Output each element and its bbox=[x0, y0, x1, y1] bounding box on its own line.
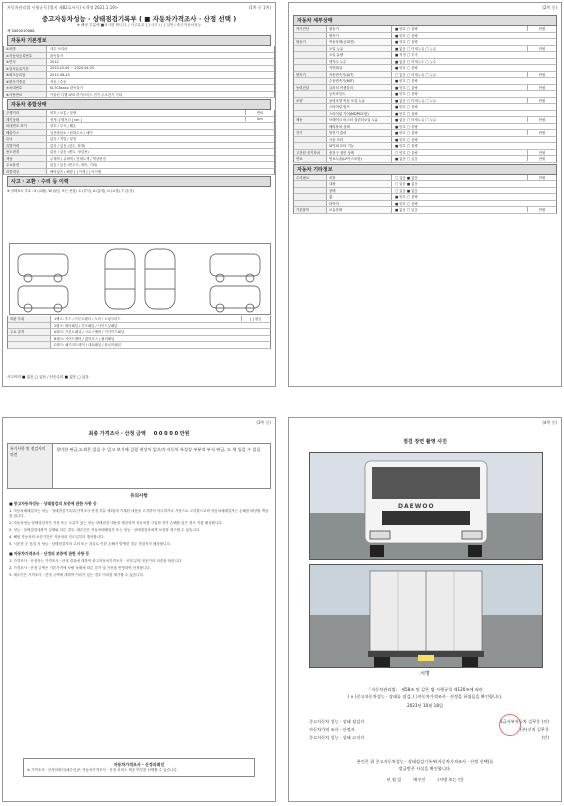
detail-row-item: 시동 모터 bbox=[327, 137, 392, 143]
repair-row bbox=[7, 342, 271, 349]
detail-row-group bbox=[294, 33, 327, 39]
buyer-label: 매수인 bbox=[413, 777, 426, 782]
etc-row-group: 수리필요 bbox=[294, 175, 327, 181]
notice-paragraph: 1. 가격조사 · 산정자는 가격조사 · 산정 결과에 대하여 중고자동차가격조사 · 산정 분야 전문가의 의견을 따릅니다. bbox=[9, 559, 183, 563]
detail-row-item: 오일 유량 bbox=[327, 52, 392, 58]
repair-row-mark: [ ] 판금 bbox=[241, 316, 270, 321]
detail-row-value: ■ 양호 □ 불량 bbox=[395, 66, 418, 71]
etc-row-item: 보유상태 bbox=[327, 207, 392, 213]
status-row-value: 없음 / 있음 (썬루프, 네비, 기타) bbox=[50, 163, 98, 168]
detail-row-value: ■ 양호 □ 불량 bbox=[395, 105, 418, 110]
detail-row-group: 조향 bbox=[294, 98, 327, 104]
etc-row-item: 광택 bbox=[327, 188, 392, 194]
report-page-4 bbox=[289, 418, 561, 801]
section-detail-status: 자동차 세부상태 bbox=[293, 15, 557, 26]
truck-brand-label: DAEWOO bbox=[398, 503, 435, 510]
status-row-mark: km bbox=[245, 117, 274, 121]
repair-row-value: C랭크: 패키지트레이 / 대쉬패널 / 플로어패널 bbox=[54, 343, 121, 348]
repair-row-value: 2랭크: 쿼터패널 / 루프패널 / 사이드실패널 bbox=[54, 323, 118, 328]
etc-row-group bbox=[294, 194, 327, 200]
detail-row-group: 동력전달 bbox=[294, 85, 327, 91]
section-accident-history: 사고 · 교환 · 수리 등 이력 bbox=[7, 176, 271, 187]
detail-row-value: ■ 없음 □ 미세누유 □ 누유 bbox=[395, 98, 437, 103]
notifier-name: (인) bbox=[541, 735, 549, 740]
etc-row-item: 타이어 bbox=[327, 201, 392, 207]
signature-label: 자동차가격조사 · 산정의뢰인 bbox=[113, 762, 165, 767]
doc-number: 제 0400010068 bbox=[7, 29, 35, 33]
status-row-label: 주행거리 bbox=[4, 110, 47, 116]
detail-row-item: 작동상태(공회전) bbox=[327, 39, 392, 45]
page-number: (4쪽 중) bbox=[542, 420, 557, 425]
detail-row-value: ■ 없음 □ 미세누유 □ 누유 bbox=[395, 46, 437, 51]
detail-row-value: ■ 양호 □ 불량 bbox=[395, 131, 418, 136]
status-row-label: 주요옵션 bbox=[4, 162, 47, 168]
pricer-label: 자동차가격 조사 · 산정자 bbox=[309, 727, 355, 732]
detail-row-price: 만원 bbox=[527, 46, 556, 51]
status-row-value: 없음 / 있음 (침수, 화재) bbox=[50, 143, 86, 148]
detail-row-item: 연료누출(LP가스포함) bbox=[327, 156, 392, 162]
notice-section-1: ■ 중고자동차성능 · 상태점검의 보증에 관한 사항 등 bbox=[9, 501, 97, 506]
detail-row-group bbox=[294, 137, 327, 143]
page-number: (2쪽 중) bbox=[542, 5, 557, 10]
detail-row-item: 수동변속기(M/T) bbox=[327, 78, 392, 84]
detail-row-value: ■ 적정 □ 부족 bbox=[395, 53, 418, 58]
basic-info-row-label: ③연식 bbox=[4, 59, 47, 65]
detail-row-price: 만원 bbox=[527, 130, 556, 135]
notice-paragraph: 1. 자동차매매업자는 성능 · 상태점검기록부(가격조사·산정 부분 제외)에 기재된 내용을 고지하지 아니하거나 거짓으로 고지함으로써 자동차매매업자는 손해를 배상할 책임을 집니다. bbox=[9, 509, 269, 518]
detail-row-item: 클러치 어셈블리 bbox=[327, 85, 392, 91]
basic-info-row-value: 판독불가 bbox=[50, 53, 64, 58]
status-row-mark: 연료 bbox=[245, 110, 274, 115]
checker-label: 중고자동차 성능 · 상태 점검자 bbox=[309, 719, 365, 724]
repair-row-label: 주요 골격 bbox=[8, 329, 51, 335]
status-row-label: 계기상태 bbox=[4, 117, 47, 123]
basic-info-row-value: 2023.10.04 ~ 2024.04.03 bbox=[50, 66, 94, 71]
repair-row-label bbox=[8, 323, 51, 329]
signature-note: ※ 가격조사 · 산정의뢰인(매수인)은 자동차가격조사 · 산정 서비스 제공 여부를 선택할 수 있습니다. bbox=[27, 768, 178, 772]
detail-row-value: □ 없음 □ 미세누유 □ 누유 bbox=[395, 72, 437, 77]
repair-row-value: A랭크: 프론트패널 / 크로스멤버 / 인사이드패널 bbox=[54, 330, 125, 335]
notice-paragraph: 2. 가격조사 · 산정 금액은 기본가격에 차량 상태에 따른 감가 및 가산을 반영하여 산정합니다. bbox=[9, 566, 151, 570]
report-page-3 bbox=[3, 418, 275, 801]
pricer-name: (주)신직 길무웅 bbox=[520, 727, 549, 732]
detail-row-item: 자동변속기(A/T) bbox=[327, 72, 392, 78]
status-row-value: 해당없음 / 해당 [ ] 이행 [ ] 미이행 bbox=[50, 169, 102, 174]
etc-row-price: 만원 bbox=[527, 175, 556, 180]
detail-row-price: 만원 bbox=[527, 72, 556, 77]
detail-row-value: ■ 양호 □ 불량 bbox=[395, 40, 418, 45]
detail-row-item: 배력장치 상태 bbox=[327, 124, 392, 130]
official-seal-icon bbox=[499, 714, 521, 736]
page-title: 중고자동차성능 · 상태점검기록부 ( ■ 자동차가격조사 · 산정 선택 ) bbox=[41, 15, 237, 23]
repair-row-label bbox=[8, 336, 51, 342]
etc-row bbox=[293, 207, 557, 214]
detail-row-group: 전기 bbox=[294, 130, 327, 136]
report-page-1 bbox=[3, 3, 275, 386]
detail-row-group: 원동기 bbox=[294, 39, 327, 45]
accident-note: ※ 상태표시 부호 : X (교환), W (판금 또는 용접), C (부식), A (흠집), U (요철), T (손상) bbox=[7, 189, 134, 193]
detail-row-value: ■ 양호 □ 불량 bbox=[395, 124, 418, 129]
basic-info-row-value: 2012-08-23 bbox=[50, 72, 70, 77]
detail-row-item: 등속조인트 bbox=[327, 91, 392, 97]
vehicle-diagram bbox=[9, 243, 271, 315]
detail-row-item: 발전기 출력 bbox=[327, 130, 392, 136]
detail-row-item: 브레이크 마스터 실린더오일 누유 bbox=[327, 117, 392, 123]
statement-date: 2023년 10월 18일 bbox=[406, 703, 444, 708]
etc-row-value: ■ 양호 □ 불량 bbox=[395, 195, 418, 200]
detail-row-price: 만원 bbox=[527, 85, 556, 90]
status-row-value: 무채색 / 유채색 / 전체도색 / 색상변경 bbox=[50, 156, 106, 161]
detail-row-value: ■ 양호 □ 불량 bbox=[395, 144, 418, 149]
basic-info-row-value: 가솔린 디젤 LPG 하이브리드 전기 수소전기 기타 bbox=[50, 92, 122, 97]
notice-title: 유의사항 bbox=[130, 494, 148, 499]
basic-info-row-label: ⑤최초등록일 bbox=[4, 72, 47, 78]
etc-row-group bbox=[294, 201, 327, 207]
status-row-value: 현재 주행거리 [ km ] bbox=[50, 117, 82, 122]
section-overall-status: 자동차 종합상태 bbox=[7, 99, 271, 110]
photo-title: 점검 장면 촬영 사진 bbox=[403, 439, 447, 445]
notice-paragraph: 3. 매수인은 가격조사 · 산정 금액에 대하여 이의가 있는 경우 이의를 제기할 수 있습니다. bbox=[9, 573, 144, 577]
status-row-value: 없음 / 적법 / 불법 bbox=[50, 137, 77, 142]
detail-row-item: 동력조향 작동 오일 누유 bbox=[327, 98, 392, 104]
detail-row-group bbox=[294, 65, 327, 71]
basic-info-row-value: 자동 / 수동 bbox=[50, 79, 67, 84]
detail-row-value: □ 양호 □ 불량 bbox=[395, 150, 418, 155]
etc-row-item: 휠 bbox=[327, 194, 392, 200]
car-outline-icon bbox=[10, 244, 270, 314]
detail-row-value: ■ 양호 □ 불량 bbox=[395, 79, 418, 84]
detail-row-value: ■ 양호 □ 불량 bbox=[395, 137, 418, 142]
detail-row-group bbox=[294, 111, 327, 117]
detail-row-item: 스티어링 펌프 bbox=[327, 104, 392, 110]
photo-sign-label: 서명 bbox=[420, 671, 430, 677]
page-number: (3쪽 중) bbox=[256, 420, 271, 425]
detail-row-item: 오일 누유 bbox=[327, 46, 392, 52]
detail-row-group: 변속기 bbox=[294, 72, 327, 78]
status-row-label: 배출가스 bbox=[4, 130, 47, 136]
final-price-title: 최종 가격조사 · 산정 금액 bbox=[88, 431, 146, 437]
detail-row-value: ■ 없음 □ 있음 bbox=[395, 157, 418, 162]
etc-row-value: □ 있음 ■ 없음 bbox=[395, 182, 418, 187]
basic-info-row-value: 대우 프리마 bbox=[50, 47, 68, 52]
receipt-line-2: 발급받은 사실을 확인합니다. bbox=[398, 766, 452, 771]
detail-row bbox=[293, 156, 557, 163]
detail-row-value: ■ 양호 □ 불량 bbox=[395, 92, 418, 97]
basic-info-row-label: ④검사유효기간 bbox=[4, 66, 47, 72]
basic-info-row-value: 2012 bbox=[50, 59, 59, 64]
basic-info-row-label: ⑧사용연료 bbox=[4, 92, 47, 98]
detail-row-group bbox=[294, 91, 327, 97]
page-subtitle: ※ 해당 부분에 ■표시를 합니다. / 사고유무 [ ] 사고 / [ ] 일반 / 중고자동차성능 bbox=[76, 23, 202, 27]
notice-paragraph: 5. 시운전 등 점검 시 성능 · 상태점검자의 고의 또는 과실로 인한 손해가 발생한 경우 점검자가 배상합니다. bbox=[9, 542, 171, 546]
etc-row-value: ■ 양호 □ 불량 bbox=[395, 201, 418, 206]
detail-row-item: 냉각수 누수 bbox=[327, 59, 392, 65]
notice-paragraph: 3. 성능 · 상태점검내용이 실제와 다른 경우, 매수인은 자동차매매업자 또는 성능 · 상태점검자에게 보상을 청구할 수 있습니다. bbox=[9, 528, 201, 532]
receipt-line-1: 본인은 위 중고자동차성능 · 상태점검기록부(자동차가격조사 · 산정 선택)를 bbox=[356, 759, 494, 764]
etc-row-value: □ 있음 ■ 없음 bbox=[395, 188, 418, 193]
status-row-label: 색상 bbox=[4, 156, 47, 162]
status-row-label: 용도변경 bbox=[4, 149, 47, 155]
detail-row-item: 원동기 bbox=[327, 26, 392, 32]
form-header-left: 자동차관리법 시행규칙 [별지 제82호서식] <개정 2021.1.19> bbox=[7, 5, 119, 10]
detail-row-value: ■ 양호 □ 불량 bbox=[395, 111, 418, 116]
detail-row-group bbox=[294, 124, 327, 130]
status-row-label: 특별이력 bbox=[4, 143, 47, 149]
detail-row-value: ■ 양호 □ 불량 bbox=[395, 27, 418, 32]
detail-row-value: ■ 없음 □ 미세누수 □ 누수 bbox=[395, 59, 437, 64]
status-row-label: 차대번호 표기 bbox=[4, 123, 47, 129]
special-notes-value: 경미한 판금,도색은 있을 수 있고 보기에 걸림 현상이 있으며 자동차 특성상 부분적 부식 판금, 도 색 있을 수 있음 bbox=[56, 447, 261, 452]
etc-row-item: 내장 bbox=[327, 181, 392, 187]
detail-row-item: 변속기 bbox=[327, 33, 392, 39]
detail-row-group: 자기진단 bbox=[294, 26, 327, 32]
notifier-label: 중고자동차 성능 · 상태 고지자 bbox=[309, 735, 365, 740]
notice-section-2: ■ 자동차가격조사 · 산정의 보증에 관한 사항 등 bbox=[9, 551, 90, 556]
detail-row-group bbox=[294, 143, 327, 149]
etc-row-item: 외장 bbox=[327, 175, 392, 181]
detail-row-value: ■ 양호 □ 불량 bbox=[395, 85, 418, 90]
accident-summary: 사고이력 ■ 없음 □ 있음 / 단순수리 ■ 없음 □ 있음 bbox=[7, 375, 89, 379]
statement-line-2: ( ∨ )중고자동차성능 · 상태를 점검, ( )자동차가격조사 · 산정을 하였음을 확인합니다. bbox=[347, 694, 503, 699]
detail-row-price: 만원 bbox=[527, 98, 556, 103]
notice-paragraph: 2. 자동차성능·상태점검자가 거짓 또는 오류가 있는 성능·상태점검 내용을 제공하여 자동차를 구입한 자가 손해를 입은 경우 이를 배상합니다. bbox=[9, 521, 223, 525]
detail-row-item: 커먼레일 bbox=[327, 65, 392, 71]
truck-front-photo bbox=[309, 452, 543, 560]
repair-row-label: 외판 부위 bbox=[8, 316, 51, 322]
special-notes-label: 특기사항 및 점검자의 의견 bbox=[8, 444, 53, 488]
page-number: (1쪽 중 1쪽) bbox=[248, 5, 271, 10]
etc-row-value: □ 있음 ■ 없음 bbox=[395, 175, 418, 180]
detail-row-group bbox=[294, 104, 327, 110]
final-price-amount: 0 0 0 0 0 만원 bbox=[153, 431, 190, 437]
detail-row-value: ■ 양호 □ 불량 bbox=[395, 33, 418, 38]
basic-info-row-label: ②자동차등록번호 bbox=[4, 53, 47, 59]
etc-row-group: 기본품목 bbox=[294, 207, 327, 213]
detail-row-group bbox=[294, 59, 327, 65]
basic-info-row bbox=[3, 92, 275, 99]
checker-name: 1급서부자동차 김무웅 (인) bbox=[499, 719, 549, 724]
basic-info-row-label: ①차명 bbox=[4, 46, 47, 52]
status-row bbox=[3, 169, 275, 176]
detail-row-group bbox=[294, 78, 327, 84]
status-row-value: 일산화탄소 / 탄화수소 / 매연 bbox=[50, 130, 93, 135]
buyer-signature: (서명 또는 인) bbox=[437, 777, 464, 782]
repair-row-value: B랭크: 사이드멤버 / 휠하우스 / 필러패널 bbox=[54, 336, 115, 341]
etc-row-group bbox=[294, 181, 327, 187]
truck-rear-photo bbox=[309, 564, 543, 668]
report-page-2 bbox=[289, 3, 561, 386]
detail-row-group bbox=[294, 52, 327, 58]
detail-row-item: 충전구 절연 상태 bbox=[327, 150, 392, 156]
section-etc-info: 자동차 기타정보 bbox=[293, 164, 557, 175]
detail-row-price: 만원 bbox=[527, 156, 556, 161]
receipt-date: 년 월 일 bbox=[386, 777, 402, 782]
detail-row-item: 스티어링 기어(MDPS포함) bbox=[327, 111, 392, 117]
detail-row-price: 만원 bbox=[527, 26, 556, 31]
detail-row-value: ■ 없음 □ 미세누유 □ 누유 bbox=[395, 118, 437, 123]
statement-line-1: 「자동차관리법」 제58조 및 같은 법 시행규칙 제120조에 따라 bbox=[367, 687, 483, 692]
detail-row-group bbox=[294, 46, 327, 52]
detail-row-group: 고전원 전기장치 bbox=[294, 150, 327, 156]
status-row-label: 튜닝 bbox=[4, 136, 47, 142]
etc-row-value: ■ 없음 □ 있음 bbox=[395, 208, 418, 213]
basic-info-row-label: ⑦차대번호 bbox=[4, 85, 47, 91]
repair-row-label bbox=[8, 342, 51, 348]
detail-row-price: 만원 bbox=[527, 117, 556, 122]
etc-row-price: 만원 bbox=[527, 207, 556, 212]
repair-row-value: 1랭크: 후드 / 프론트펜더 / 도어 / 트렁크리드 bbox=[54, 317, 121, 322]
section-basic-info: 자동차 기본정보 bbox=[7, 35, 271, 46]
status-row-value: 양호 / 부식 / 훼손 bbox=[50, 124, 77, 129]
detail-row-group: 제동 bbox=[294, 117, 327, 123]
status-row-value: 양호 / 보통 / 불량 bbox=[50, 111, 77, 116]
detail-row-price: 만원 bbox=[527, 150, 556, 155]
basic-info-row-label: ⑥변속기종류 bbox=[4, 79, 47, 85]
status-row-label: 리콜대상 bbox=[4, 169, 47, 175]
basic-info-row-value: KL7C8xxxx 판독불가 bbox=[50, 86, 83, 91]
detail-row-item: 와이퍼 모터 기능 bbox=[327, 143, 392, 149]
notice-paragraph: 4. 해당 자동차의 보증기간은 자동차의 인도일부터 계산합니다. bbox=[9, 535, 105, 539]
status-row-value: 없음 / 있음 (렌트, 영업용) bbox=[50, 150, 89, 155]
detail-row-group: 연료 bbox=[294, 156, 327, 162]
etc-row-group bbox=[294, 188, 327, 194]
